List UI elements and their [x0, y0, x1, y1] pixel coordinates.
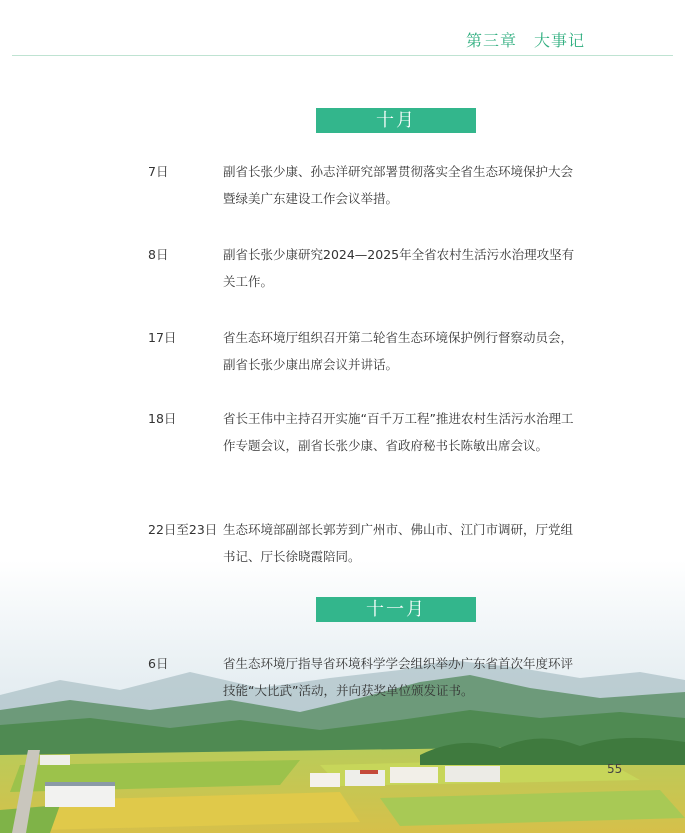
entry-date: 8日 — [148, 247, 169, 262]
entry-date: 18日 — [148, 411, 177, 426]
chapter-title: 第三章 大事记 — [465, 31, 585, 50]
header-divider — [12, 55, 673, 56]
entry-date: 6日 — [148, 656, 169, 671]
entry-text: 副省长张少康研究2024—2025年全省农村生活污水治理攻坚有关工作。 — [223, 247, 575, 289]
entry-date: 7日 — [148, 164, 169, 179]
month-banner-october: 十月 — [316, 108, 476, 133]
page-header — [0, 0, 685, 56]
entry-text: 省生态环境厅组织召开第二轮省生态环境保护例行督察动员会，副省长张少康出席会议并讲话。 — [223, 330, 574, 372]
entry-date: 22日至23日 — [148, 522, 218, 537]
entry-date: 17日 — [148, 330, 177, 345]
entry-text: 省生态环境厅指导省环境科学学会组织举办广东省首次年度环评技能“大比武”活动，并向获奖单位颁发证书。 — [223, 656, 574, 698]
entry-text: 副省长张少康、孙志洋研究部署贯彻落实全省生态环境保护大会暨绿美广东建设工作会议举措。 — [223, 164, 574, 206]
page-number: 55 — [607, 762, 623, 776]
entry-text: 省长王伟中主持召开实施“百千万工程”推进农村生活污水治理工作专题会议，副省长张少康、省政府秘书长陈敏出席会议。 — [223, 411, 574, 453]
entry-text: 生态环境部副部长郭芳到广州市、佛山市、江门市调研，厅党组书记、厅长徐晓霞陪同。 — [223, 522, 574, 564]
month-banner-november: 十一月 — [316, 597, 476, 622]
